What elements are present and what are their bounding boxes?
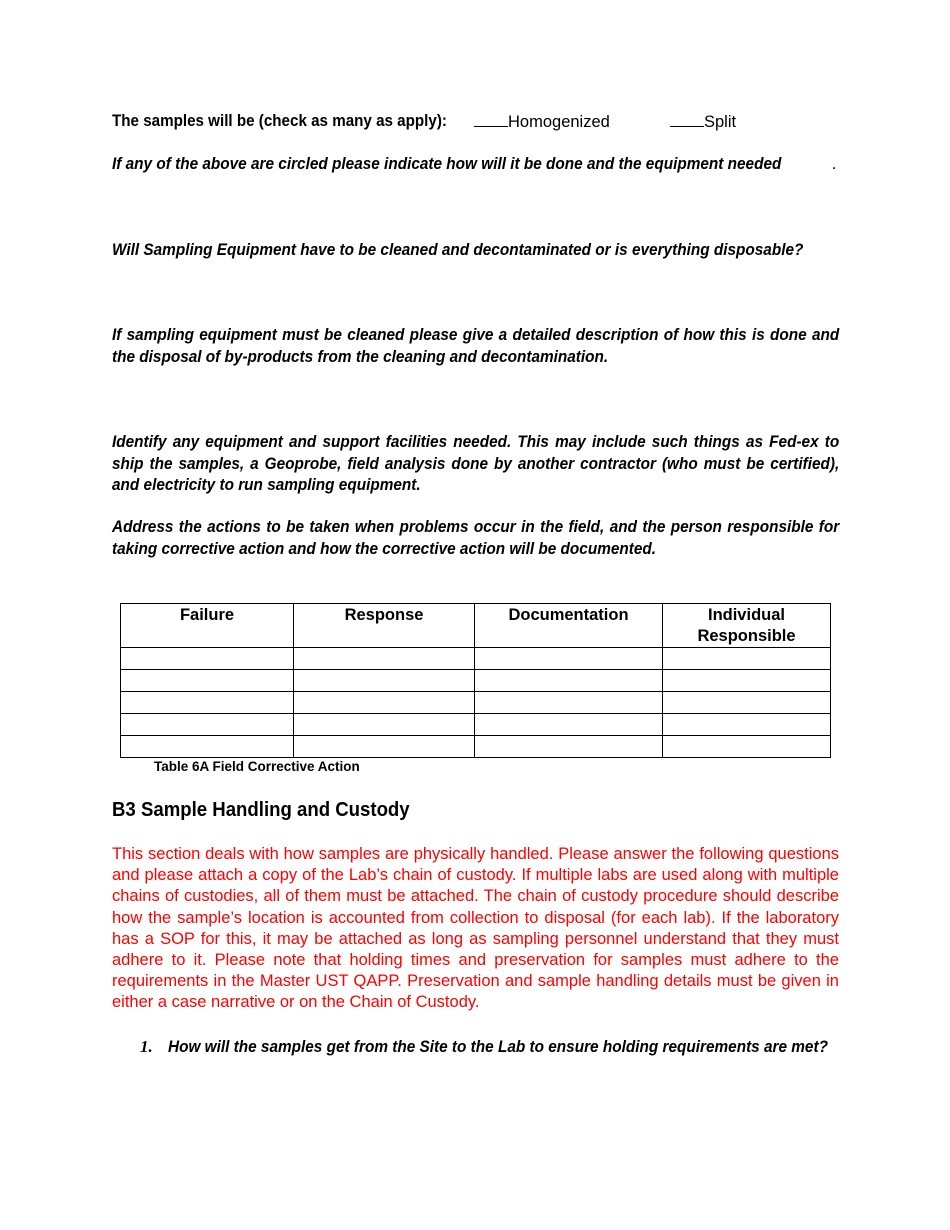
table-cell[interactable] — [663, 692, 831, 714]
table-cell[interactable] — [121, 714, 294, 736]
field-corrective-action-table — [120, 603, 831, 758]
question-text: How will the samples get from the Site to the Lab to ensure holding requirements are met? — [168, 1038, 828, 1056]
table-row — [121, 714, 831, 736]
corrective-action-prompt: Address the actions to be taken when problems occur in the field, and the person responsible for taking corrective action and how the corrective action will be documented. — [112, 518, 840, 558]
table-caption: Table 6A Field Corrective Action — [154, 759, 360, 774]
table-cell[interactable] — [294, 692, 475, 714]
table-row — [121, 736, 831, 758]
cleaning-prompt: Will Sampling Equipment have to be cleaned and decontaminated or is everything disposable? — [112, 241, 804, 259]
table-row — [121, 670, 831, 692]
table-cell[interactable] — [475, 736, 663, 758]
header-response: Response — [294, 604, 475, 648]
table-cell[interactable] — [294, 648, 475, 670]
question-number: 1. — [140, 1037, 153, 1056]
table-cell[interactable] — [294, 670, 475, 692]
table-cell[interactable] — [121, 670, 294, 692]
sample-processing-row — [112, 111, 839, 133]
section-heading: B3 Sample Handling and Custody — [112, 799, 410, 821]
header-failure: Failure — [121, 604, 294, 648]
table-cell[interactable] — [475, 692, 663, 714]
homogenized-label: Homogenized — [508, 113, 610, 131]
circled-prompt-period: . — [831, 155, 837, 173]
question-1 — [140, 1036, 878, 1059]
table-cell[interactable] — [121, 648, 294, 670]
split-label: Split — [704, 113, 737, 131]
table-cell[interactable] — [663, 648, 831, 670]
table-cell[interactable] — [121, 692, 294, 714]
table-header-row — [121, 604, 831, 648]
header-individual-responsible: Individual Responsible — [663, 604, 831, 648]
circled-prompt — [112, 154, 839, 176]
table-row — [121, 692, 831, 714]
homogenized-blank[interactable] — [474, 111, 508, 127]
table-cell[interactable] — [294, 736, 475, 758]
table-cell[interactable] — [475, 714, 663, 736]
header-documentation: Documentation — [475, 604, 663, 648]
table-cell[interactable] — [121, 736, 294, 758]
sample-processing-question: The samples will be (check as many as apply): — [112, 112, 447, 130]
table-cell[interactable] — [663, 736, 831, 758]
table-cell[interactable] — [475, 670, 663, 692]
section-instructions: This section deals with how samples are physically handled. Please answer the following questions and please attach a copy of the Lab’s chain of custody. If multiple labs are used along with multiple chains of custodies, all of them must be attached. The chain of custody procedure should describe how the sample’s location is accounted from collection to disposal (for each lab). If the laboratory has a SOP for this, it may be attached as long as sampling personnel understand that they must adhere to it. Please note that holding times and preservation for samples must adhere to the requirements in the Master UST QAPP. Preservation and sample handling details must be given in either a case narrative or on the Chain of Custody. — [112, 845, 839, 1012]
homogenized-option[interactable] — [474, 111, 610, 134]
table-row — [121, 648, 831, 670]
circled-prompt-text: If any of the above are circled please indicate how will it be done and the equipment needed — [112, 155, 782, 173]
split-blank[interactable] — [670, 111, 704, 127]
split-option[interactable] — [670, 111, 736, 134]
support-facilities-prompt: Identify any equipment and support facilities needed. This may include such things as Fed-ex to ship the samples, a Geoprobe, field analysis done by another contractor (who must be certified), and electricity to run sampling equipment. — [112, 433, 840, 494]
cleaning-description-prompt: If sampling equipment must be cleaned please give a detailed description of how this is done and the disposal of by-products from the cleaning and decontamination. — [112, 326, 840, 366]
table-cell[interactable] — [663, 670, 831, 692]
table-cell[interactable] — [475, 648, 663, 670]
table-cell[interactable] — [294, 714, 475, 736]
table-cell[interactable] — [663, 714, 831, 736]
